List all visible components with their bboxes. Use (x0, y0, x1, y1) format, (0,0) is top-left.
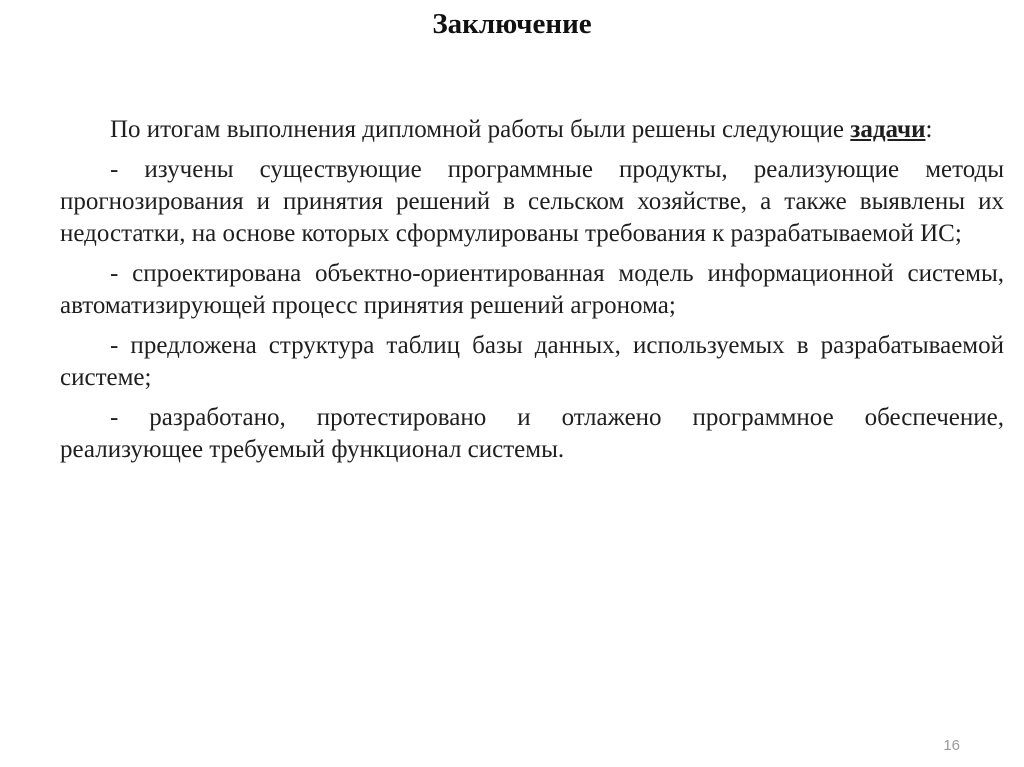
list-item: - спроектирована объектно-ориентированная модель информационной системы, автоматизирующей процесс принятия решений агронома; (60, 260, 1004, 319)
list-item: - разработано, протестировано и отлажено программное обеспечение, реализующее требуемый функционал системы. (60, 404, 1004, 463)
list-item: - изучены существующие программные продукты, реализующие методы прогнозирования и принятия решений в сельском хозяйстве, а также выявлены их недостатки, на основе которых сформулированы требования к разрабатываемой ИС; (60, 156, 1004, 247)
list-item: - предложена структура таблиц базы данных, используемых в разрабатываемой системе; (60, 332, 1004, 391)
intro-text: По итогам выполнения дипломной работы были решены следующие (110, 116, 851, 143)
slide-body (60, 114, 1004, 474)
page-number: 16 (943, 737, 960, 754)
tasks-emphasis: задачи (850, 116, 926, 143)
intro-suffix: : (925, 116, 933, 143)
intro-paragraph (60, 114, 1004, 146)
slide-title: Заключение (432, 8, 592, 40)
